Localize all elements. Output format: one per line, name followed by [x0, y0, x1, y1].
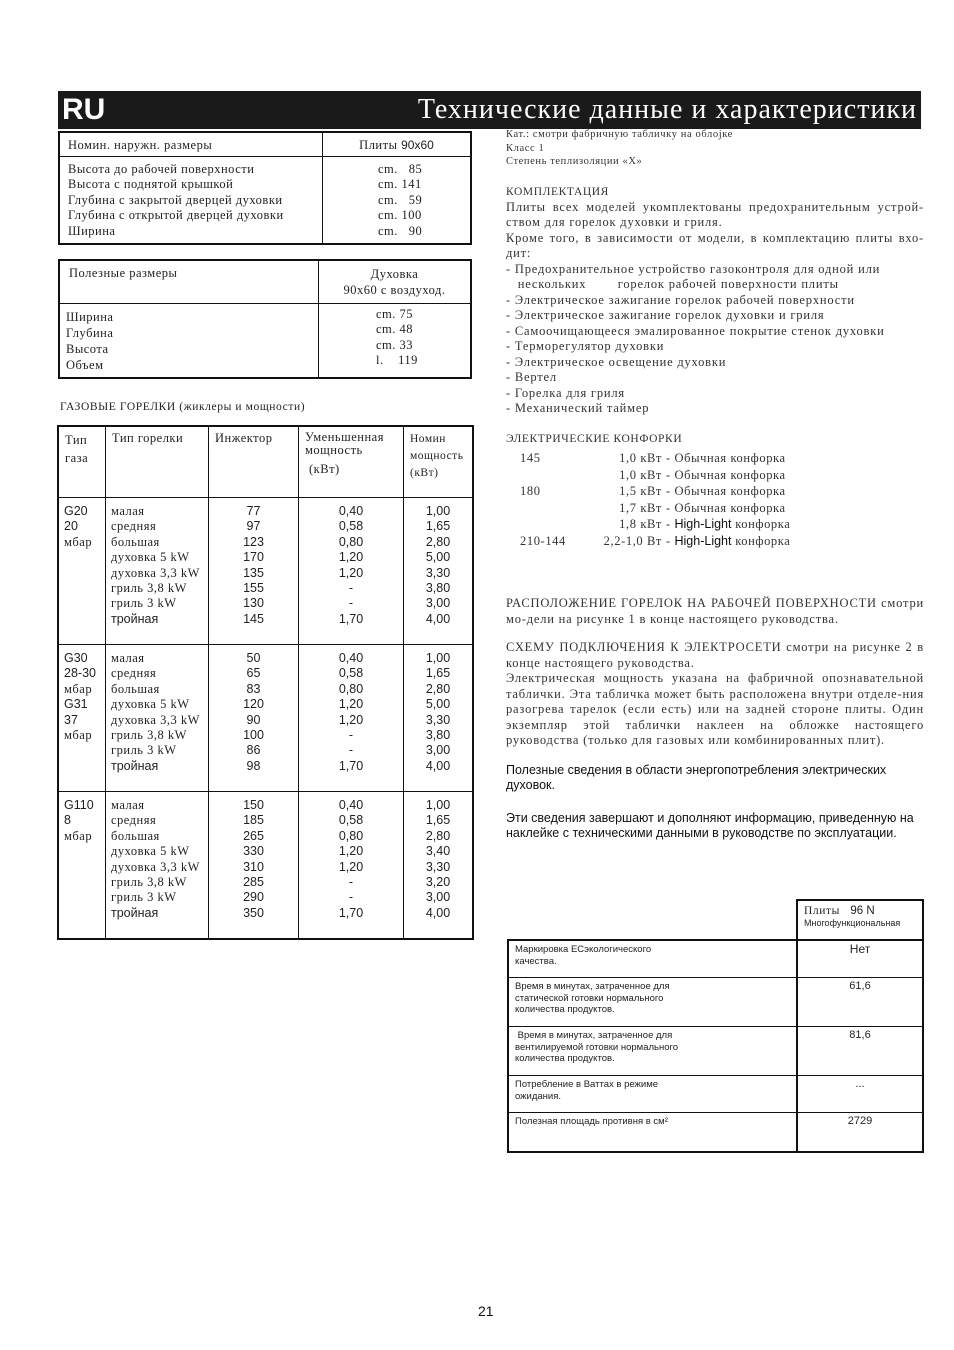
energy-row-label: Потребление в Ваттах в режиме ожидания.: [508, 1076, 797, 1113]
electric-row: [506, 467, 786, 485]
equipment-item: - Терморегулятор духовки: [506, 339, 665, 353]
injector-cell: [209, 792, 299, 940]
injector-cell: [209, 645, 299, 792]
gas-header-reduced-2: мощность: [305, 443, 363, 457]
reduced-power-value: 1,20: [338, 712, 364, 727]
nominal-power-value: 2,80: [425, 534, 451, 549]
reduced-power-value: 1,70: [338, 758, 364, 773]
energy-row-label: Маркировка ECэкологического качества.: [508, 940, 797, 978]
energy-row: [508, 1027, 923, 1076]
equipment-item: - Самоочищающееся эмалированное покрытие стенок духовки: [506, 323, 885, 338]
gas-type-value: 8: [64, 813, 71, 828]
nominal-power-value: 3,80: [425, 728, 451, 743]
injector-value: 265: [243, 828, 264, 843]
reduced-power-value: 0,40: [338, 798, 364, 812]
energy-row: [508, 1113, 923, 1153]
nominal-power-value: 1,65: [425, 813, 451, 828]
scheme-paragraph: СХЕМУ ПОДКЛЮЧЕНИЯ К ЭЛЕКТРОСЕТИ смотри на рисунке 2 в конце настоящего руководства.: [506, 640, 924, 670]
useful-values: [319, 304, 472, 379]
burner-type: духовка 3,3 kW: [111, 859, 200, 874]
gas-header-type-2: газа: [65, 451, 89, 465]
gas-header-nominal: [404, 426, 474, 498]
useful-header-value: [319, 260, 472, 304]
high-light-label: High-Light: [674, 533, 732, 548]
burner-type-cell: [106, 498, 209, 645]
page-header: [58, 91, 921, 129]
dimensions-values: [323, 157, 472, 245]
energy-row-value: 61,6: [797, 978, 923, 1027]
gas-type-value: мбар: [64, 828, 93, 843]
reduced-power-value: -: [348, 875, 354, 890]
burner-type: большая: [111, 828, 160, 843]
injector-value: 145: [243, 611, 264, 626]
gas-type-value: 28-30: [64, 666, 96, 681]
injector-value: 86: [246, 743, 261, 758]
energy-row-value: Нет: [797, 940, 923, 978]
injector-value: 65: [246, 666, 261, 681]
reduced-power-value: 0,80: [338, 828, 364, 843]
electric-power: 2,2-1,0 Вт: [603, 533, 662, 548]
class-text: Класс 1: [506, 142, 545, 154]
useful-row-value: cm. 75: [376, 307, 414, 321]
burner-type: гриль 3 kW: [111, 890, 177, 905]
electric-power: 1,8 кВт: [619, 517, 662, 531]
reduced-power-value: 1,70: [338, 905, 364, 920]
injector-value: 290: [243, 890, 264, 905]
electric-size: 210-144: [520, 533, 566, 548]
burner-type-cell: [106, 792, 209, 940]
reduced-power-value: 1,70: [338, 611, 364, 626]
injector-value: 77: [246, 504, 261, 518]
electric-row: [506, 517, 791, 534]
reduced-power-value: 0,40: [338, 651, 364, 665]
energy-row-value: ...: [797, 1076, 923, 1113]
nominal-power-value: 3,30: [425, 565, 451, 580]
gas-header-injector: Инжектор: [209, 426, 299, 498]
gas-group-row: [58, 645, 473, 792]
useful-header-label: Полезные размеры: [59, 260, 319, 304]
energy-row-value: 81,6: [797, 1027, 923, 1076]
burner-type: духовка 5 kW: [111, 550, 190, 565]
energy-row-value: 2729: [797, 1113, 923, 1153]
burner-type: гриль 3 kW: [111, 596, 177, 611]
reduced-power-value: -: [348, 728, 354, 743]
electric-type: - High-Light конфорка: [666, 533, 791, 548]
gas-type-value: G31: [64, 697, 88, 712]
reduced-power-value: 0,58: [338, 519, 364, 534]
electric-power: 1,7 кВт: [619, 500, 662, 515]
gas-header-nominal-2: мощность: [410, 450, 464, 462]
electric-power: 1,0 кВт: [619, 451, 662, 465]
useful-row-value: cm. 33: [376, 337, 414, 352]
reduced-power-value: 1,20: [338, 844, 364, 859]
equipment-item: - Электрическое освещение духовки: [506, 354, 727, 369]
burner-type: гриль 3,8 kW: [111, 581, 187, 596]
electric-size: 145: [520, 451, 541, 465]
nominal-power-value: 3,80: [425, 581, 451, 596]
nominal-power-value: 4,00: [425, 611, 451, 626]
gas-header-type: [58, 426, 106, 498]
page-title: Технические данные и характеристики: [417, 94, 917, 125]
power-paragraph: Электрическая мощность указана на фабричной опознавательной таблички. Эта табличка может быть расположена внутри отделе-ния разогрева тарелок (если есть) или на задней стороне плиты. Один экземпляр этой таблички наклеен на обложке настоящего руководства (только для газовых или комбинированных плит).: [506, 671, 924, 747]
nominal-power-value: 5,00: [425, 550, 451, 565]
equipment-item: - Электрическое зажигание горелок духовки и гриля: [506, 308, 825, 322]
reduced-power-value: 0,80: [338, 681, 364, 696]
nominal-power-value: 1,00: [425, 798, 451, 812]
burner-type: духовка 3,3 kW: [111, 565, 200, 580]
burner-type: гриль 3,8 kW: [111, 728, 187, 743]
gas-type-value: 20: [64, 519, 78, 534]
burner-type: большая: [111, 534, 160, 549]
energy-row: [508, 978, 923, 1027]
gas-burners-table: [57, 425, 474, 940]
energy-row: [508, 940, 923, 978]
energy-header-plates: Плиты: [804, 905, 840, 917]
electric-power: 1,0 кВт: [619, 467, 662, 482]
useful-row-value: l. 119: [376, 353, 418, 368]
injector-value: 310: [243, 859, 264, 874]
injector-value: 330: [243, 844, 264, 859]
nominal-power-cell: [404, 792, 474, 940]
reduced-power-value: 0,80: [338, 534, 364, 549]
electric-size: 180: [520, 484, 541, 498]
equipment-item: - Предохранительное устройство газоконтроля для одной или: [506, 261, 881, 276]
gas-type-value: мбар: [64, 728, 93, 743]
layout-block: [506, 596, 924, 842]
injector-value: 120: [243, 697, 264, 712]
electric-type: - Обычная конфорка: [666, 500, 786, 515]
burner-type: гриль 3 kW: [111, 743, 177, 758]
burner-type: духовка 5 kW: [111, 697, 190, 712]
useful-header-size: 90x60 с воздуход.: [343, 283, 446, 297]
energy-row-label: Время в минутах, затраченное для статической готовки нормального количества продуктов.: [508, 978, 797, 1027]
nominal-power-value: 5,00: [425, 697, 451, 712]
dimensions-table: [58, 131, 472, 245]
gas-header-reduced-3: (кВт): [309, 462, 340, 476]
burner-type: духовка 3,3 kW: [111, 712, 200, 727]
energy-row-label: Время в минутах, затраченное для вентилируемой готовки нормального количества продуктов.: [508, 1027, 797, 1076]
burner-type: гриль 3,8 kW: [111, 875, 187, 890]
equipment-item: - Вертел: [506, 370, 557, 384]
gas-type-cell: [58, 498, 106, 645]
burner-type: малая: [111, 651, 145, 665]
reduced-power-value: 0,58: [338, 666, 364, 681]
reduced-power-value: -: [348, 743, 354, 758]
useful-row-label: Глубина: [66, 326, 114, 340]
energy-header-type: Многофункциональная: [804, 917, 901, 928]
gas-type-cell: [58, 792, 106, 940]
equipment-list: [506, 262, 924, 417]
energy-row-label: Полезная площадь противня в см²: [508, 1113, 797, 1153]
useful-dimensions-table: [58, 259, 472, 379]
gas-type-value: мбар: [64, 681, 93, 696]
reduced-power-value: -: [348, 581, 354, 596]
electric-title: ЭЛЕКТРИЧЕСКИЕ КОНФОРКИ: [506, 433, 683, 445]
nominal-power-value: 1,65: [425, 519, 451, 534]
injector-value: 98: [246, 758, 261, 773]
injector-value: 97: [246, 519, 261, 534]
gas-header-nominal-3: (кВт): [410, 467, 439, 479]
reduced-power-value: 1,20: [338, 859, 364, 874]
dimensions-row-value: cm. 90: [378, 223, 423, 238]
burner-type: средняя: [111, 519, 157, 534]
nominal-power-value: 1,00: [425, 651, 451, 665]
nominal-power-value: 3,30: [425, 859, 451, 874]
energy-header-model: 96 N: [850, 905, 875, 917]
dimensions-header-size: 90x60: [401, 138, 434, 152]
burner-type: тройная: [111, 905, 159, 920]
equipment-item: - Горелка для гриля: [506, 385, 625, 400]
gas-header-burner: Тип горелки: [106, 426, 209, 498]
dimensions-row-label: Глубина с закрытой дверцей духовки: [68, 192, 283, 207]
electric-row: [506, 451, 786, 468]
useful-row-label: Высота: [66, 342, 109, 356]
gas-header-reduced: [299, 426, 404, 498]
burner-type: духовка 5 kW: [111, 844, 190, 859]
dimensions-row-value: cm. 100: [378, 208, 422, 223]
gas-group-row: [58, 792, 473, 940]
injector-value: 123: [243, 534, 264, 549]
burner-type: большая: [111, 681, 160, 696]
nominal-power-value: 4,00: [425, 758, 451, 773]
dimensions-row-value: cm. 85: [378, 162, 423, 176]
electric-row: [506, 484, 786, 501]
category-text: Кат.: смотри фабричную табличку на облоjке: [506, 129, 733, 140]
gas-type-value: мбар: [64, 534, 93, 549]
layout-paragraph: РАСПОЛОЖЕНИЕ ГОРЕЛОК НА РАБОЧЕЙ ПОВЕРХНОСТИ смотри мо-дели на рисунке 1 в конце настоящего руководства.: [506, 596, 924, 626]
useful-labels: [59, 304, 319, 379]
language-code: RU: [62, 93, 106, 126]
burner-type: малая: [111, 798, 145, 812]
energy-header: [797, 900, 923, 940]
electric-row: [506, 500, 786, 518]
gas-type-value: G110: [64, 798, 94, 812]
dimensions-row-label: Высота до рабочей поверхности: [68, 162, 255, 176]
dimensions-row-label: Глубина с открытой дверцей духовки: [68, 208, 284, 223]
nominal-power-value: 3,20: [425, 875, 451, 890]
useful-row-value: cm. 48: [376, 322, 414, 337]
reduced-power-value: 1,20: [338, 550, 364, 565]
energy-intro: Полезные сведения в области энергопотребления электрических духовок.: [506, 762, 887, 792]
reduced-power-value: -: [348, 596, 354, 611]
dimensions-row-label: Высота с поднятой крышкой: [68, 177, 234, 192]
electric-hobs-section: [506, 433, 791, 550]
reduced-power-value: 1,20: [338, 697, 364, 712]
nominal-power-value: 2,80: [425, 681, 451, 696]
gas-type-value: G20: [64, 504, 88, 518]
energy-table: [507, 899, 924, 1153]
reduced-power-cell: [299, 645, 404, 792]
dimensions-row-value: cm. 59: [378, 192, 423, 207]
dimensions-header-label: Номин. наружн. размеры: [59, 132, 323, 157]
injector-value: 135: [243, 565, 264, 580]
injector-value: 83: [246, 681, 261, 696]
equipment-paragraph-1: Плиты всех моделей укомплектованы предохранительным устрой-ством для горелок духовки и гриля.: [506, 199, 924, 229]
nominal-power-cell: [404, 498, 474, 645]
dimensions-row-label: Ширина: [68, 223, 116, 238]
equipment-item: - Электрическое зажигание горелок рабочей поверхности: [506, 292, 855, 307]
reduced-power-cell: [299, 792, 404, 940]
burner-type: средняя: [111, 666, 157, 681]
burner-type: тройная: [111, 758, 159, 773]
useful-row-label: Объем: [66, 358, 104, 372]
nominal-power-value: 3,00: [425, 890, 451, 905]
right-column: [506, 128, 924, 417]
gas-header-nominal-1: Номин: [410, 433, 446, 445]
high-light-label: High-Light: [674, 517, 732, 531]
injector-value: 130: [243, 596, 264, 611]
gas-header-type-1: Тип: [65, 433, 88, 447]
electric-type: - Обычная конфорка: [666, 467, 786, 482]
equipment-title: КОМПЛЕКТАЦИЯ: [506, 185, 609, 198]
gas-header-reduced-1: Уменьшенная: [305, 430, 384, 444]
useful-row-label: Ширина: [66, 310, 114, 324]
nominal-power-value: 4,00: [425, 905, 451, 920]
useful-header-oven: Духовка: [370, 267, 419, 281]
equipment-item: нескольких горелок рабочей поверхности плиты: [506, 277, 839, 291]
dimensions-row-value: cm. 141: [378, 177, 422, 192]
equipment-paragraph-2: Кроме того, в зависимости от модели, в комплектацию плиты вхо-дит:: [506, 230, 924, 260]
dimensions-labels: [59, 157, 323, 245]
injector-value: 150: [243, 798, 264, 812]
nominal-power-value: 1,65: [425, 666, 451, 681]
injector-value: 100: [243, 728, 264, 743]
gas-type-cell: [58, 645, 106, 792]
energy-row: [508, 1076, 923, 1113]
injector-value: 170: [243, 550, 264, 565]
dimensions-header-value: [323, 132, 472, 157]
burner-type: тройная: [111, 611, 159, 626]
burner-type: средняя: [111, 813, 157, 828]
injector-cell: [209, 498, 299, 645]
nominal-power-value: 2,80: [425, 828, 451, 843]
burner-type: малая: [111, 504, 145, 518]
injector-value: 155: [243, 581, 264, 596]
injector-value: 90: [246, 712, 261, 727]
reduced-power-cell: [299, 498, 404, 645]
insulation-text: Степень теплизоляции «X»: [506, 156, 643, 167]
reduced-power-value: 0,58: [338, 813, 364, 828]
electric-row: [506, 533, 791, 551]
page-number: 21: [478, 1303, 494, 1319]
nominal-power-value: 3,00: [425, 596, 451, 611]
electric-type: - Обычная конфорка: [666, 451, 786, 465]
gas-burners-title: ГАЗОВЫЕ ГОРЕЛКИ (жиклеры и мощности): [60, 401, 306, 413]
injector-value: 185: [243, 813, 264, 828]
injector-value: 285: [243, 875, 264, 890]
injector-value: 350: [243, 905, 264, 920]
equipment-item: - Механический таймер: [506, 401, 650, 415]
energy-intro-2: Эти сведения завершают и дополняют информацию, приведенную на наклейке с техническими данными в руководстве по эксплуатации.: [506, 810, 914, 840]
nominal-power-cell: [404, 645, 474, 792]
injector-value: 50: [246, 651, 261, 665]
gas-group-row: [58, 498, 473, 645]
nominal-power-value: 1,00: [425, 504, 451, 518]
reduced-power-value: 0,40: [338, 504, 364, 518]
nominal-power-value: 3,30: [425, 712, 451, 727]
nominal-power-value: 3,40: [425, 844, 451, 859]
gas-type-value: G30: [64, 651, 88, 665]
reduced-power-value: -: [348, 890, 354, 905]
electric-type: - Обычная конфорка: [666, 484, 786, 498]
gas-type-value: 37: [64, 712, 78, 727]
electric-power: 1,5 кВт: [619, 484, 662, 498]
burner-type-cell: [106, 645, 209, 792]
nominal-power-value: 3,00: [425, 743, 451, 758]
reduced-power-value: 1,20: [338, 565, 364, 580]
dimensions-header-plates: Плиты: [359, 138, 398, 152]
electric-type: - High-Light конфорка: [666, 517, 791, 531]
